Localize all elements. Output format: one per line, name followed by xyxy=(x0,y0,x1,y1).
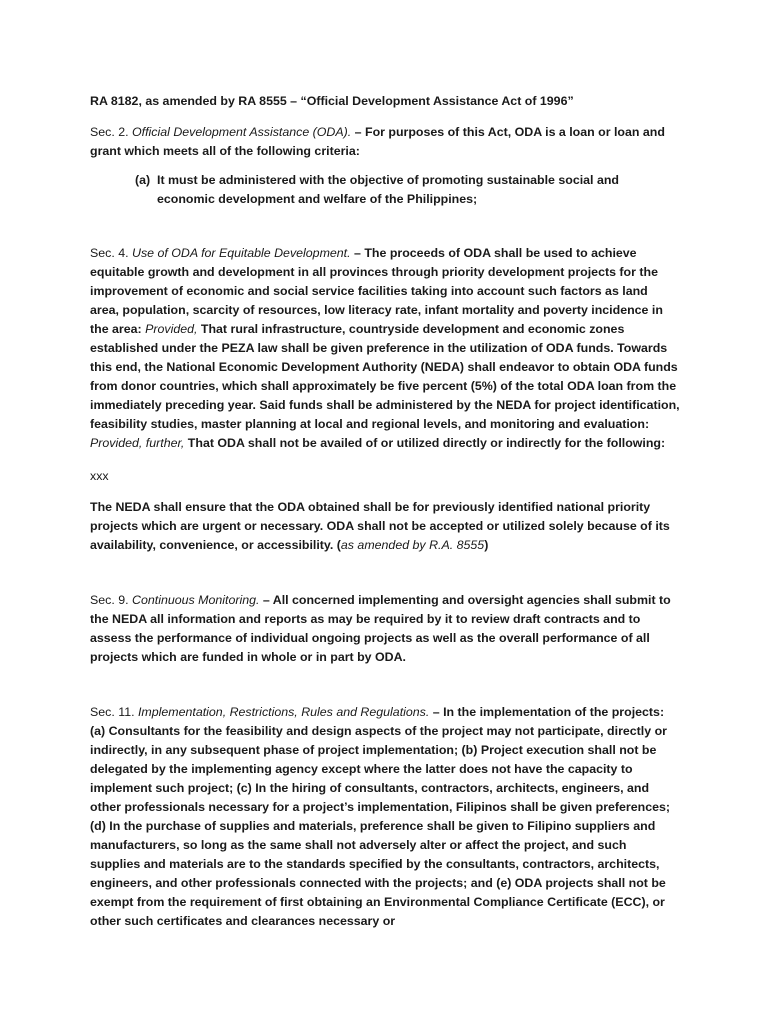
section-2 xyxy=(90,123,680,161)
section-9-body: – All concerned implementing and oversight agencies shall submit to the NEDA all information and reports as may be required by it to review draft contracts and to assess the performance of individual ongoing projects as well as the overall performance of all projects which are funded in whole or in part by ODA. xyxy=(90,593,671,664)
section-4-body-3: That ODA shall not be availed of or utilized directly or indirectly for the following: xyxy=(184,436,666,450)
section-2-item-a-marker: (a) xyxy=(135,173,151,187)
section-9-heading: Continuous Monitoring. xyxy=(132,593,260,607)
section-4-proviso-2: Provided, further, xyxy=(90,436,185,450)
document-title: RA 8182, as amended by RA 8555 – “Official Development Assistance Act of 1996” xyxy=(90,94,574,108)
section-2-label: Sec. 2. xyxy=(90,125,133,139)
section-4-body-1: – The proceeds of ODA shall be used to achieve equitable growth and development in all provinces through priority development projects for the improvement of economic and social service facilities taking into account such factors as land area, population, scarcity of resources, low literacy rate, infant mortality and poverty incidence in the area: xyxy=(90,246,663,336)
section-4-paragraph-2-end: ) xyxy=(484,538,489,552)
section-4-label: Sec. 4. xyxy=(90,246,133,260)
section-9-label: Sec. 9. xyxy=(90,593,133,607)
section-2-body: – For purposes of this Act, ODA is a loan or loan and grant which meets all of the following criteria: xyxy=(90,125,665,158)
section-4-omission: xxx xyxy=(90,469,109,483)
section-4-paragraph-2 xyxy=(90,498,680,555)
section-4-proviso-1: Provided, xyxy=(145,322,198,336)
section-4 xyxy=(90,244,680,453)
section-2-item-a xyxy=(90,171,680,209)
section-4-heading: Use of ODA for Equitable Development. xyxy=(132,246,351,260)
section-4-body-2: That rural infrastructure, countryside development and economic zones established under the PEZA law shall be given preference in the utilization of ODA funds. Towards this end, the National Economic Development Authority (NEDA) shall endeavor to obtain ODA funds from donor countries, which shall approximately be five percent (5%) of the total ODA loan from the immediately preceding year. Said funds shall be administered by the NEDA for project identification, feasibility studies, master planning at local and regional levels, and monitoring and evaluation: xyxy=(90,322,680,431)
section-9 xyxy=(90,591,680,667)
section-11-heading: Implementation, Restrictions, Rules and Regulations. xyxy=(137,705,430,719)
section-4-paragraph-2-text: The NEDA shall ensure that the ODA obtained shall be for previously identified national priority projects which are urgent or necessary. ODA shall not be accepted or utilized solely because of its availability, convenience, or accessibility. ( xyxy=(90,500,670,552)
section-4-amendment-note: as amended by R.A. 8555 xyxy=(340,538,485,552)
section-2-heading: Official Development Assistance (ODA). xyxy=(132,125,352,139)
section-2-item-a-text: It must be administered with the objective of promoting sustainable social and economic development and welfare of the Philippines; xyxy=(157,173,619,206)
section-11-label: Sec. 11. xyxy=(90,705,138,719)
section-11-body: – In the implementation of the projects: (a) Consultants for the feasibility and design aspects of the project may not participate, directly or indirectly, in any subsequent phase of project implementation; (b) Project execution shall not be delegated by the implementing agency except where the latter does not have the capacity to implement such project; (c) In the hiring of consultants, contractors, architects, engineers, and other professionals necessary for a project’s implementation, Filipinos shall be given preferences; (d) In the purchase of supplies and materials, preference shall be given to Filipino suppliers and manufacturers, so long as the same shall not adversely alter or affect the project, and such supplies and materials are to the standards specified by the consultants, contractors, architects, engineers, and other professionals connected with the projects; and (e) ODA projects shall not be exempt from the requirement of first obtaining an Environmental Compliance Certificate (ECC), or other such certificates and clearances necessary or xyxy=(90,705,671,928)
section-11 xyxy=(90,703,680,931)
